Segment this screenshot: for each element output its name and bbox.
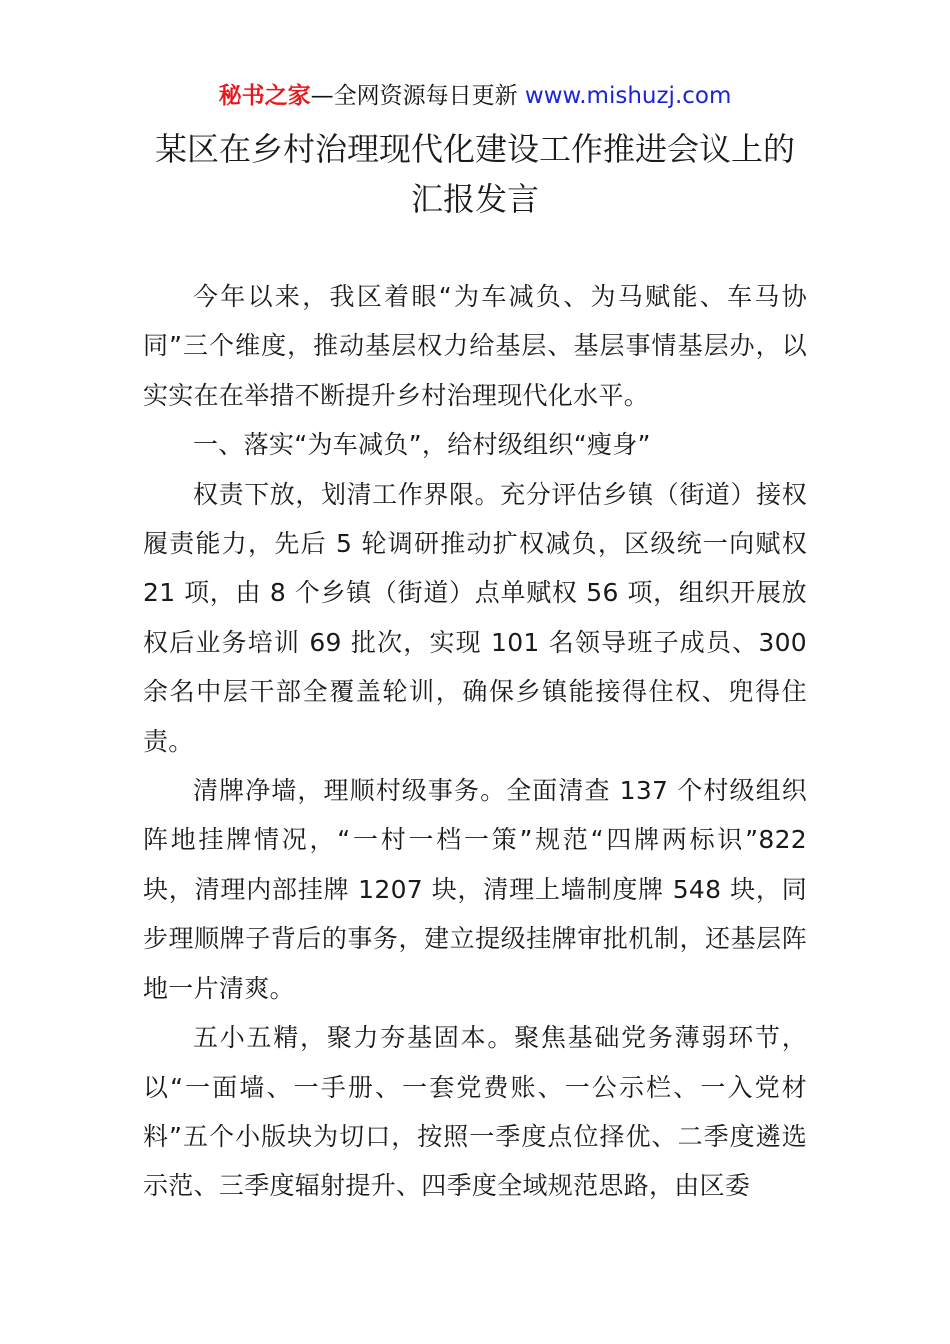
title-line-2: 汇报发言 bbox=[410, 180, 539, 218]
paragraph-sign-cleanup: 清牌净墙，理顺村级事务。全面清查 137 个村级组织阵地挂牌情况，“一村一档一策”规范“四牌两标识”822 块，清理内部挂牌 1207 块，清理上墙制度牌 548 块，同步理顺牌子背后的事务，建立提级挂牌审批机制，还基层阵地一片清爽。 bbox=[143, 776, 807, 1003]
document-title bbox=[100, 124, 850, 224]
site-header bbox=[0, 80, 950, 112]
site-url[interactable]: www.mishuzj.com bbox=[524, 83, 732, 109]
document-body bbox=[143, 272, 807, 1211]
section-heading-1: 一、落实“为车减负”，给村级组织“瘦身” bbox=[193, 430, 651, 460]
site-name: 秘书之家 bbox=[218, 83, 311, 109]
paragraph-five-small-five-fine: 五小五精，聚力夯基固本。聚焦基础党务薄弱环节，以“一面墙、一手册、一套党费账、一公示栏、一入党材料”五个小版块为切口，按照一季度点位择优、二季度遴选示范、三季度辐射提升、四季度全域规范思路，由区委 bbox=[143, 1023, 807, 1201]
site-tagline: —全网资源每日更新 bbox=[310, 83, 525, 109]
paragraph-intro: 今年以来，我区着眼“为车减负、为马赋能、车马协同”三个维度，推动基层权力给基层、基层事情基层办，以实实在在举措不断提升乡村治理现代化水平。 bbox=[143, 282, 807, 410]
paragraph-power-delegation: 权责下放，划清工作界限。充分评估乡镇（街道）接权履责能力，先后 5 轮调研推动扩权减负，区级统一向赋权 21 项，由 8 个乡镇（街道）点单赋权 56 项，组织开展放权后业务培训 69 批次，实现 101 名领导班子成员、300 余名中层干部全覆盖轮训，确保乡镇能接得住权、兜得住责。 bbox=[143, 479, 807, 756]
title-line-1: 某区在乡村治理现代化建设工作推进会议上的 bbox=[154, 130, 795, 168]
